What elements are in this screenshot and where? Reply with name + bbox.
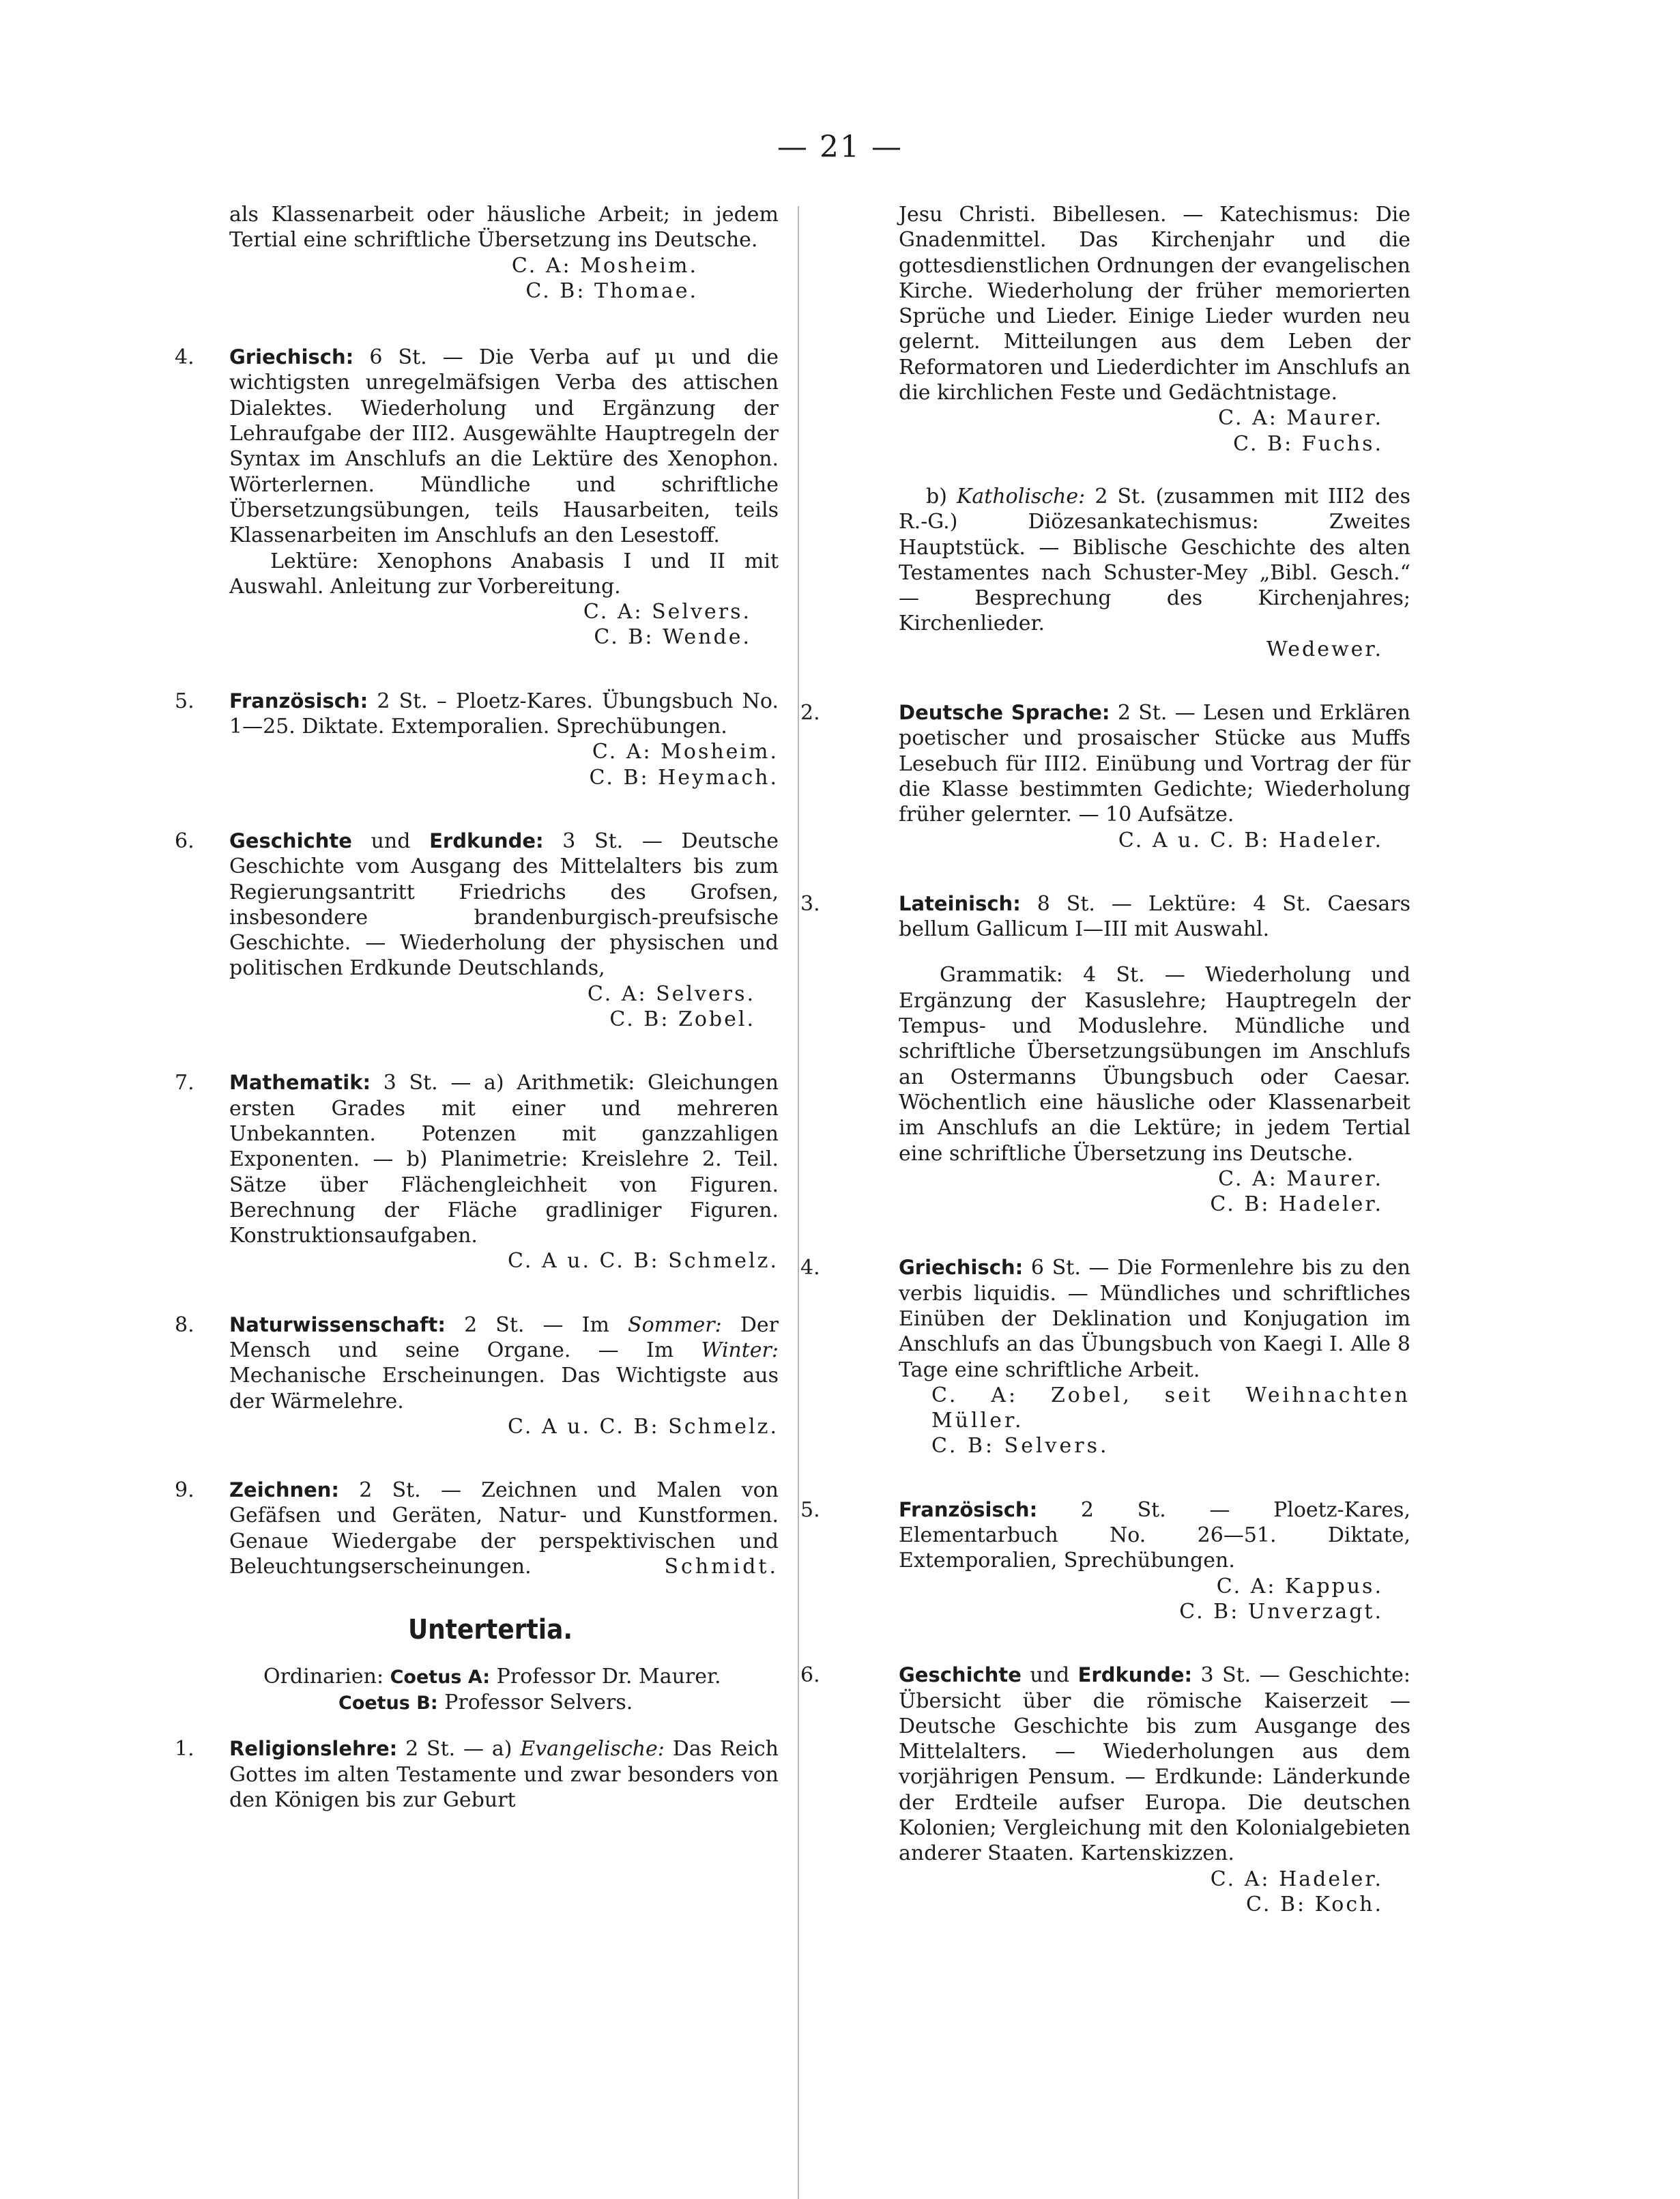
evangelische-label: Evangelische: xyxy=(520,1737,665,1762)
teacher-b: C. B: Heymach. xyxy=(589,765,779,790)
section-heading-2: Erdkunde: xyxy=(429,829,544,852)
right-section-deutsch xyxy=(800,700,1410,853)
section-heading-connector: und xyxy=(1030,1663,1070,1688)
section-text-a: 2 St. — Im xyxy=(464,1312,609,1337)
section-number: 3. xyxy=(800,891,820,916)
coetus-b-name: Professor Selvers. xyxy=(444,1690,633,1714)
sommer-label: Sommer: xyxy=(628,1312,722,1337)
winter-label: Winter: xyxy=(701,1338,779,1362)
section-heading: Griechisch: xyxy=(229,345,354,369)
section-number: 5. xyxy=(800,1497,820,1522)
left-section-mathematik xyxy=(175,1070,779,1274)
section-number: 4. xyxy=(800,1256,820,1280)
teacher-a: C. A: Selvers. xyxy=(587,981,755,1006)
page-number: — 21 — xyxy=(777,130,903,164)
section-text-b: Der Mensch und seine Organe. — Im xyxy=(229,1312,779,1362)
teacher: C. A u. C. B: Schmelz. xyxy=(507,1414,779,1439)
teacher-a: C. A: Selvers. xyxy=(583,600,751,624)
section-number: 1. xyxy=(175,1737,194,1762)
teacher-b: C. B: Fuchs. xyxy=(1233,431,1383,456)
teacher: C. A u. C. B: Schmelz. xyxy=(507,1249,779,1274)
section-text-b: Das Reich Gottes im alten Testamente und zwar besonders von den Königen bis zur Geburt xyxy=(229,1737,779,1812)
religion-continued-text: Jesu Christi. Bibellesen. — Katechismus: Die Gnadenmittel. Das Kirchenjahr und die gottesdienstlichen Ordnungen der evangelischen Kirche. Wiederholung der früher memorierten Sprüche und Lieder. Einige Lieder wurden neu gelernt. Mitteilungen aus dem Leben der Reformatoren und Liederdichter im Anschlufs an die kirchlichen Feste und Gedächtnistage. xyxy=(899,203,1410,405)
teacher: C. A u. C. B: Hadeler. xyxy=(1118,828,1383,852)
teacher-b: C. B: Koch. xyxy=(1246,1892,1383,1916)
left-section-religion xyxy=(175,1736,779,1813)
section-heading-connector: und xyxy=(371,829,411,853)
section-number: 6. xyxy=(800,1663,820,1688)
coetus-a-name: Professor Dr. Maurer. xyxy=(496,1664,721,1688)
section-text: 2 St. — Zeichnen und Malen von Gefäfsen und Geräten, Natur- und Kunstformen. Genaue Wiedergabe der perspektivischen und Beleuchtungserscheinungen. xyxy=(229,1478,779,1579)
teacher-b: C. B: Hadeler. xyxy=(1210,1192,1383,1217)
teacher-b: C. B: Selvers. xyxy=(931,1434,1110,1458)
right-section-geschichte xyxy=(800,1663,1410,1917)
right-katholische xyxy=(850,484,1410,662)
section-heading: Französisch: xyxy=(899,1497,1038,1521)
teacher-b: C. B: Zobel. xyxy=(609,1007,755,1032)
section-heading: Mathematik: xyxy=(229,1071,371,1095)
lekture-text: Lektüre: Xenophons Anabasis I und II mit Auswahl. Anleitung zur Vorbereitung. xyxy=(229,549,779,599)
coetus-b-label: Coetus B: xyxy=(338,1692,438,1714)
teacher-b: C. B: Wende. xyxy=(594,625,751,650)
katholisch-prefix: b) xyxy=(926,484,947,508)
section-heading: Religionslehre: xyxy=(229,1737,398,1761)
section-heading: Naturwissenschaft: xyxy=(229,1312,446,1336)
intro-teacher-b: C. B: Thomae. xyxy=(525,278,698,303)
teacher-a: C. A: Kappus. xyxy=(1216,1574,1383,1598)
right-section-franzoesisch xyxy=(800,1497,1410,1624)
teacher-a: C. A: Mosheim. xyxy=(592,740,779,764)
right-religion-continued xyxy=(850,202,1410,457)
section-text-c: Mechanische Erscheinungen. Das Wichtigste aus der Wärmelehre. xyxy=(229,1364,779,1413)
section-number: 8. xyxy=(175,1312,194,1337)
grammatik-text: Grammatik: 4 St. — Wiederholung und Ergänzung der Kasuslehre; Hauptregeln der Tempus- und Moduslehre. Mündliche und schriftliche Übersetzungsübungen im Anschlufs an Ostermanns Übungsbuch oder Caesar. Wöchentlich eine häusliche oder Klassenarbeit im Anschlufs an die Lektüre; in jedem Tertial eine schriftliche Übersetzung ins Deutsche. xyxy=(899,963,1410,1166)
section-heading: Geschichte xyxy=(229,829,352,852)
section-number: 2. xyxy=(800,701,820,725)
section-number: 9. xyxy=(175,1478,194,1503)
section-text: 3 St. — Deutsche Geschichte vom Ausgang des Mittelalters bis zum Regierungsantritt Friedrichs des Grofsen, insbesondere brandenburgisch-preufsische Geschichte. — Wiederholung der physischen und politischen Erdkunde Deutschlands, xyxy=(229,829,779,981)
section-text: 2 St. — Ploetz-Kares, Elementarbuch No. 26—51. Diktate, Extemporalien, Sprechübungen. xyxy=(899,1497,1410,1573)
left-section-franzoesisch xyxy=(175,689,779,790)
column-divider xyxy=(798,206,799,2199)
section-heading: Deutsche Sprache: xyxy=(899,701,1110,725)
section-text: 2 St. – Ploetz-Kares. Übungsbuch No. 1—25. Diktate. Extemporalien. Sprechübungen. xyxy=(229,689,779,739)
left-section-zeichnen xyxy=(175,1478,779,1579)
intro-teacher-a: C. A: Mosheim. xyxy=(511,253,698,278)
section-heading-2: Erdkunde: xyxy=(1077,1663,1193,1687)
teacher: Schmidt. xyxy=(664,1555,779,1579)
ordinarien-row-2 xyxy=(202,1690,779,1716)
right-column xyxy=(800,202,1410,1955)
right-section-griechisch xyxy=(800,1255,1410,1458)
section-heading: Zeichnen: xyxy=(229,1478,340,1502)
section-number: 5. xyxy=(175,689,194,713)
section-heading: Geschichte xyxy=(899,1663,1022,1687)
section-number: 6. xyxy=(175,829,194,853)
katholisch-text: 2 St. (zusammen mit III2 des R.-G.) Diözesankatechismus: Zweites Hauptstück. — Biblische Geschichte des alten Testamentes nach Schuster-Mey „Bibl. Gesch.“ — Besprechung des Kirchenjahres; Kirchenlieder. xyxy=(899,484,1410,636)
section-text: 2 St. — Lesen und Erklären poetischer und prosaischer Stücke aus Muffs Lesebuch für III2. Einübung und Vortrag der für die Klasse bestimmten Gedichte; Wiederholung früher gelernter. — 10 Aufsätze. xyxy=(899,701,1410,827)
right-section-latein xyxy=(800,891,1410,1218)
katholische-label: Katholische: xyxy=(956,484,1086,508)
teacher-a: C. A: Hadeler. xyxy=(1210,1867,1383,1891)
section-heading: Französisch: xyxy=(229,689,368,713)
section-text: 8 St. — Lektüre: 4 St. Caesars bellum Gallicum I—III mit Auswahl. xyxy=(899,891,1410,942)
section-text: 6 St. — Die Formenlehre bis zu den verbis liquidis. — Mündliches und schriftliches Einüben der Deklination und Konjugation im Anschlufs an das Übungsbuch von Kaegi I. Alle 8 Tage eine schriftliche Arbeit. xyxy=(899,1256,1410,1382)
left-column xyxy=(175,202,779,1851)
section-number: 4. xyxy=(175,345,194,370)
section-text: 3 St. — Geschichte: Übersicht über die römische Kaiserzeit — Deutsche Geschichte bis zum Ausgange des Mittelalters. — Wiederholungen aus dem vorjährigen Pensum. — Erdkunde: Länderkunde der Erdteile aufser Europa. Die deutschen Kolonien; Vergleichung mit den Kolonialgebieten anderer Staaten. Kartenskizzen. xyxy=(899,1663,1410,1866)
section-text-a: 2 St. — a) xyxy=(405,1737,512,1762)
teacher: Wedewer. xyxy=(1266,637,1383,661)
ordinarien xyxy=(202,1664,779,1690)
left-section-naturwissenschaft xyxy=(175,1312,779,1439)
left-section-geschichte xyxy=(175,829,779,1032)
teacher-a: C. A: Maurer. xyxy=(1218,406,1383,431)
section-text: 6 St. — Die Verba auf μι und die wichtigsten unregelmäfsigen Verba des attischen Dialektes. Wiederholung und Ergänzung der Lehraufgabe der III2. Ausgewählte Hauptregeln der Syntax im Anschlufs an die Lektüre des Xenophon. Wörterlernen. Mündliche und schriftliche Übersetzungsübungen, teils Hausarbeiten, teils Klassenarbeiten im Anschlufs an den Lesestoff. xyxy=(229,345,779,548)
section-text: 3 St. — a) Arithmetik: Gleichungen ersten Grades mit einer und mehreren Unbekannten. Potenzen mit ganzzahligen Exponenten. — b) Planimetrie: Kreislehre 2. Teil. Sätze über Flächengleichheit von Figuren. Berechnung der Fläche gradliniger Figuren. Konstruktionsaufgaben. xyxy=(229,1071,779,1248)
intro-text: als Klassenarbeit oder häusliche Arbeit; in jedem Tertial eine schriftliche Übersetzung ins Deutsche. xyxy=(229,203,779,253)
section-number: 7. xyxy=(175,1071,194,1095)
teacher-b: C. B: Unverzagt. xyxy=(1179,1599,1383,1624)
left-intro xyxy=(202,202,779,304)
teacher-a: C. A: Maurer. xyxy=(1218,1166,1383,1191)
teacher-a: C. A: Zobel, seit Weihnachten Müller. xyxy=(931,1383,1410,1433)
section-heading: Lateinisch: xyxy=(899,891,1021,915)
section-heading: Griechisch: xyxy=(899,1256,1024,1280)
ordinarien-label: Ordinarien: xyxy=(263,1664,384,1688)
class-title: Untertertia. xyxy=(407,1614,573,1646)
coetus-a-label: Coetus A: xyxy=(390,1666,491,1688)
left-section-griechisch xyxy=(175,345,779,650)
